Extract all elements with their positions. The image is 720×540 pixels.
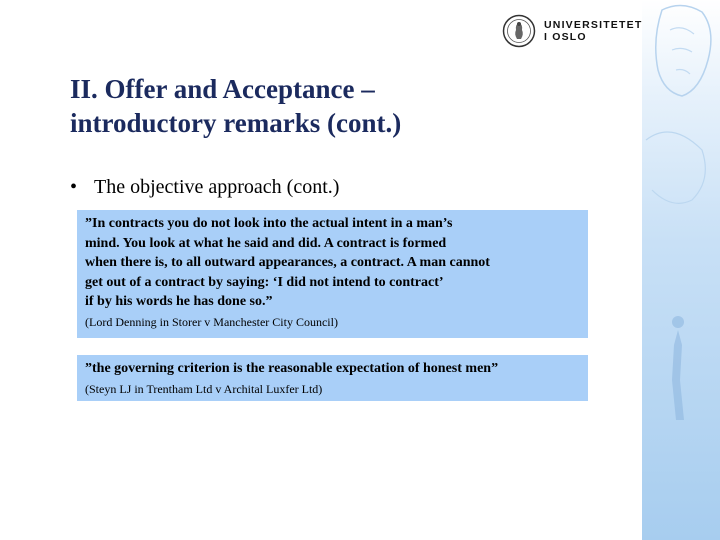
quote-line: get out of a contract by saying: ‘I did not intend to contract’ [85,274,444,290]
logo-line-2: I OSLO [544,31,587,43]
bullet-item [70,176,339,199]
bullet-marker: • [70,176,78,198]
bullet-text: The objective approach (cont.) [94,176,340,198]
title-line-2: introductory remarks (cont.) [70,108,402,138]
slide-title [70,72,550,140]
quote-line: when there is, to all outward appearances, a contract. A man cannot [85,255,490,270]
university-logo [502,14,642,48]
quote-text [85,359,580,379]
quote-line: ”the governing criterion is the reasonable expectation of honest men” [85,361,499,376]
decorative-side-band [642,0,720,540]
quote-line: if by his words he has done so.” [85,294,273,309]
quote-line: mind. You look at what he said and did. A contract is formed [85,235,447,251]
quote-citation: (Steyn LJ in Trentham Ltd v Archital Luxfer Ltd) [85,381,323,396]
quote-line: ”In contracts you do not look into the actual intent in a man’s [85,216,453,231]
quote-box-denning [77,210,588,338]
logo-line-1: UNIVERSITETET [544,19,643,31]
statue-illustration [642,0,720,540]
quote-text [85,214,580,312]
quote-citation: (Lord Denning in Storer v Manchester City Council) [85,314,338,329]
quote-box-steyn [77,355,588,401]
university-seal-icon [502,14,536,48]
title-line-1: II. Offer and Acceptance – [70,74,375,104]
